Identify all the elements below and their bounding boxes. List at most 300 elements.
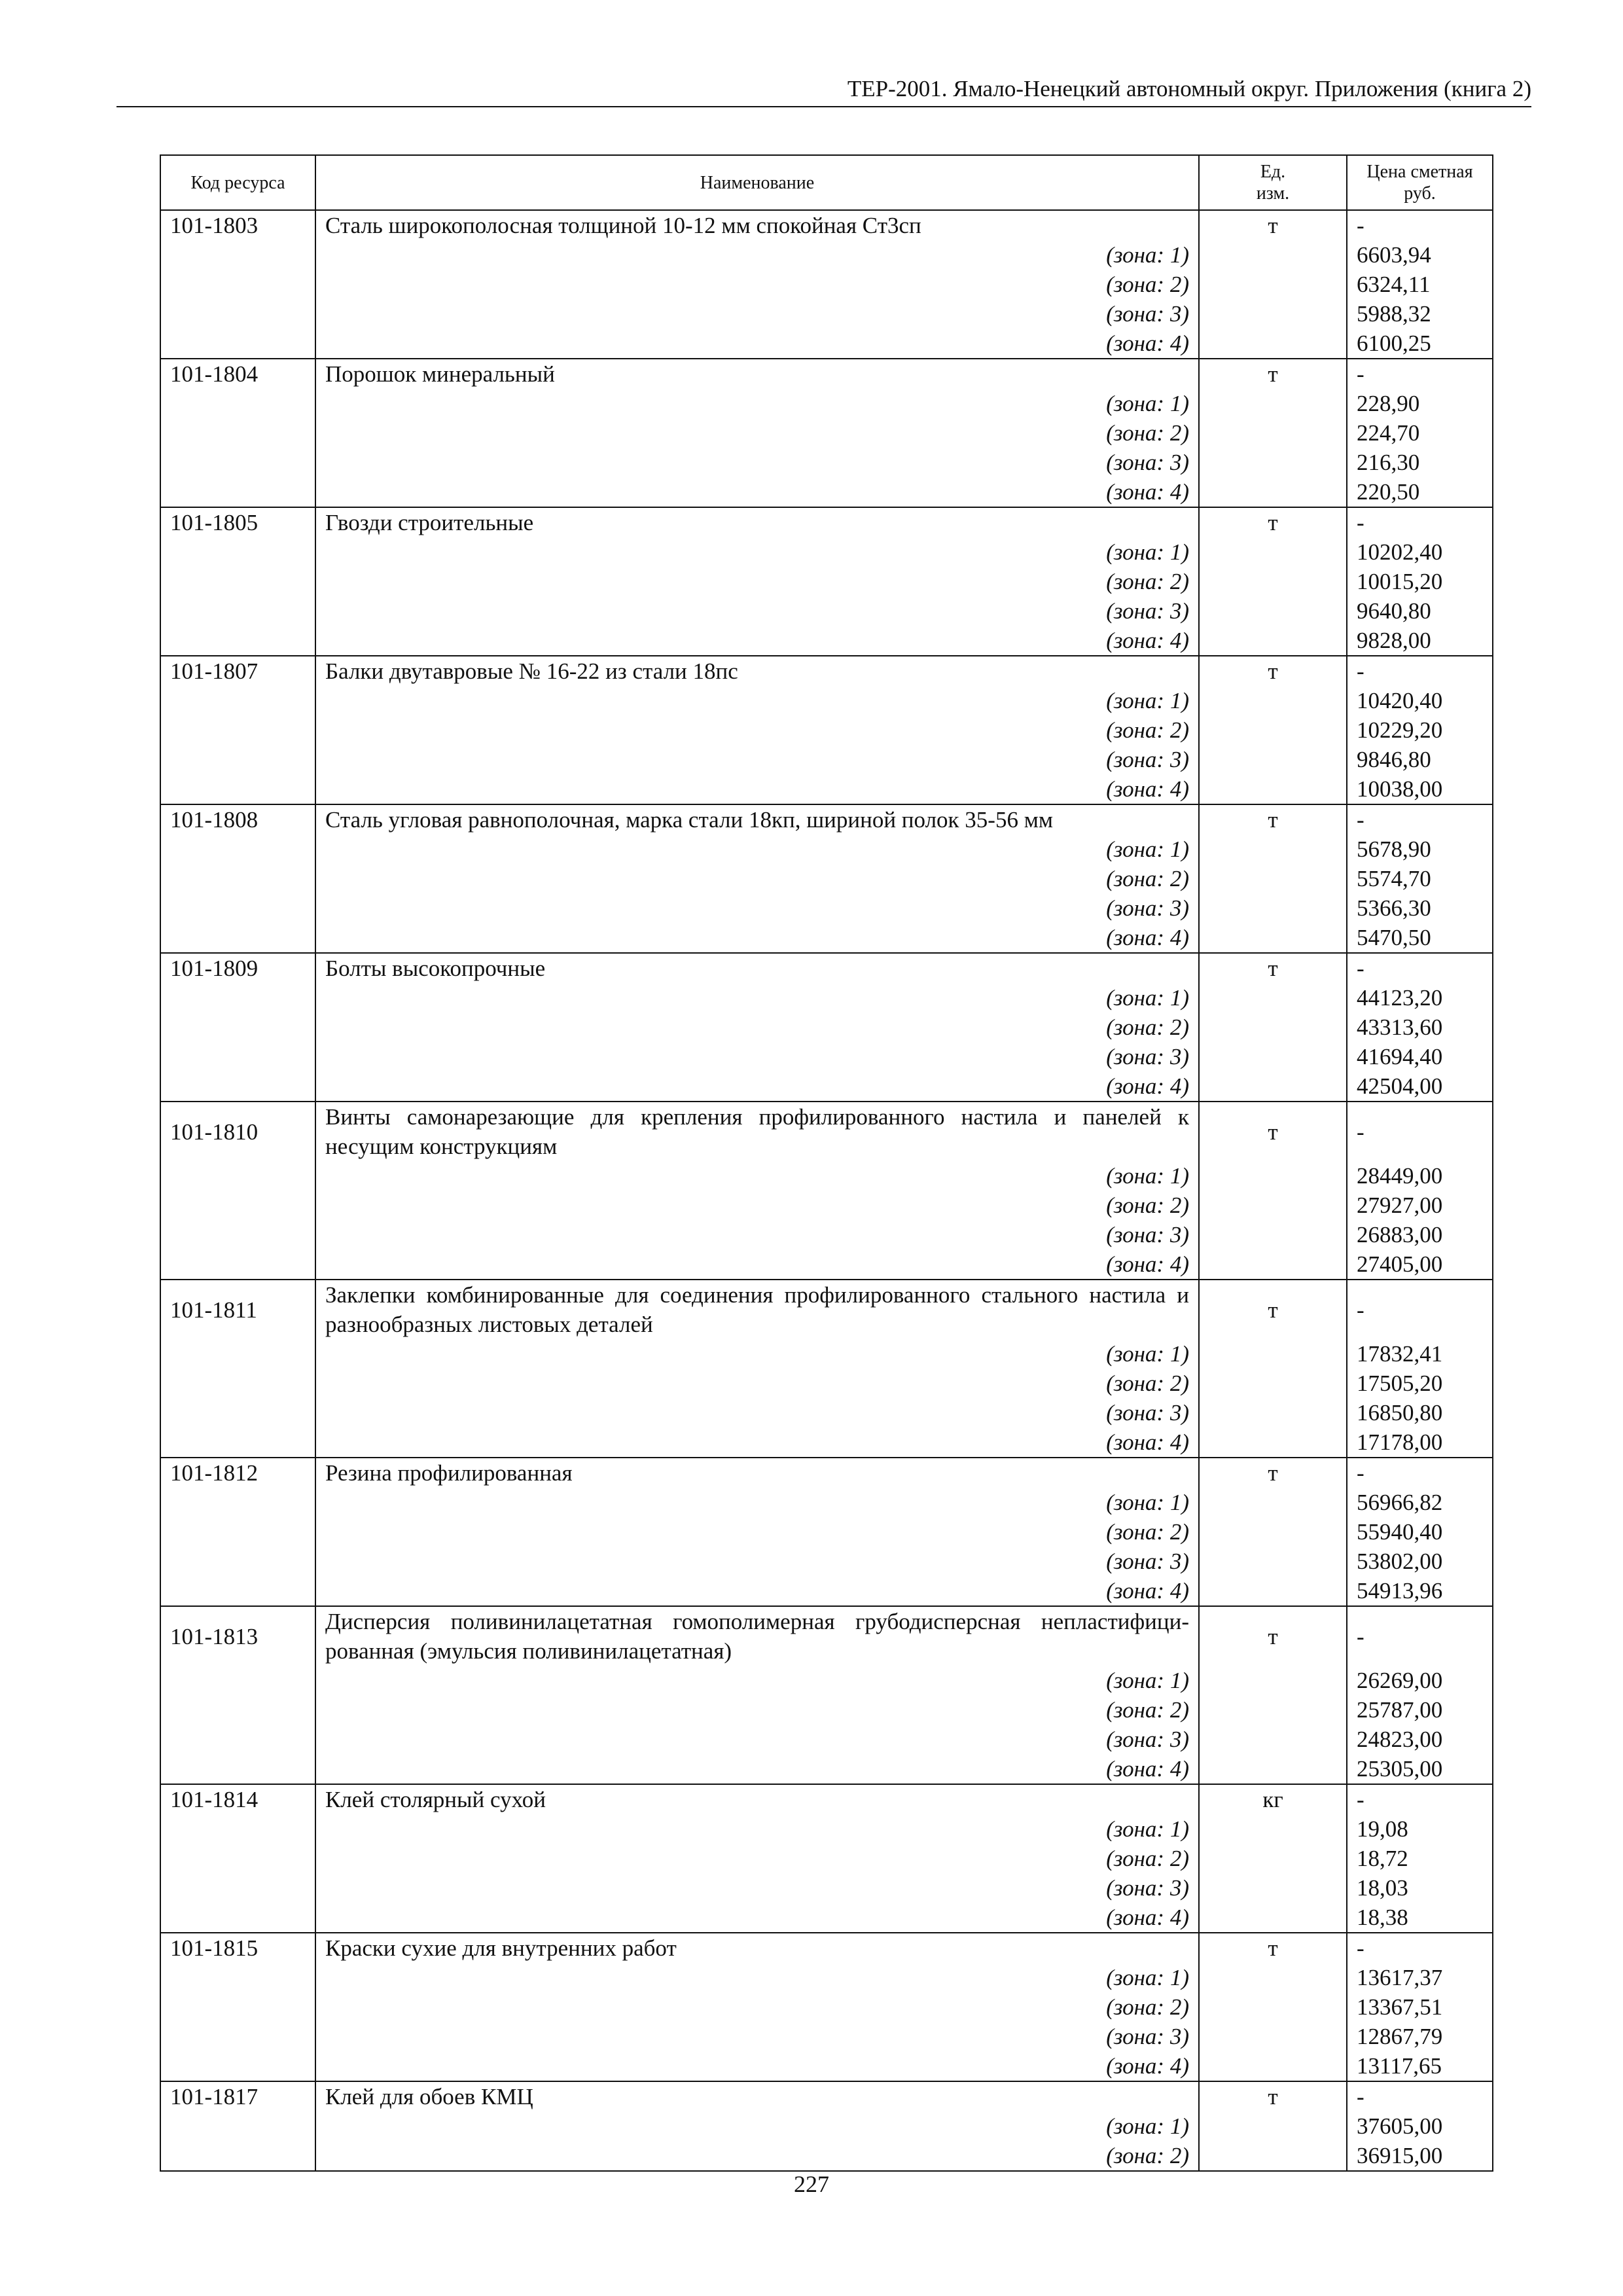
zone-label: (зона: 2) [315, 270, 1199, 299]
empty-cell [160, 626, 315, 656]
empty-cell [160, 923, 315, 953]
empty-cell [1199, 1042, 1347, 1071]
resource-name: Резина профилированная [315, 1458, 1199, 1488]
zone-row [160, 1576, 1493, 1606]
resource-group [160, 1102, 1493, 1280]
resource-unit: т [1199, 210, 1347, 240]
zone-label: (зона: 1) [315, 1339, 1199, 1369]
zone-row [160, 1249, 1493, 1280]
zone-label: (зона: 2) [315, 2141, 1199, 2171]
empty-cell [1199, 1666, 1347, 1695]
zone-label: (зона: 1) [315, 1488, 1199, 1517]
resource-name: Краски сухие для внутренних работ [315, 1933, 1199, 1963]
zone-row [160, 1071, 1493, 1102]
zone-price: 27927,00 [1347, 1191, 1493, 1220]
empty-cell [160, 834, 315, 864]
zone-label: (зона: 3) [315, 1547, 1199, 1576]
resource-group [160, 804, 1493, 953]
resource-code: 101-1811 [160, 1280, 315, 1339]
empty-cell [1199, 2141, 1347, 2171]
table-row [160, 359, 1493, 389]
zone-label: (зона: 4) [315, 2051, 1199, 2081]
resource-code: 101-1810 [160, 1102, 315, 1161]
zone-label: (зона: 4) [315, 1071, 1199, 1102]
empty-cell [1199, 774, 1347, 804]
zone-price: 5366,30 [1347, 893, 1493, 923]
zone-label: (зона: 1) [315, 1963, 1199, 1992]
empty-cell [160, 1013, 315, 1042]
resource-unit: кг [1199, 1784, 1347, 1814]
resource-unit: т [1199, 507, 1347, 537]
resource-group [160, 953, 1493, 1102]
zone-label: (зона: 1) [315, 240, 1199, 270]
zone-label: (зона: 1) [315, 686, 1199, 715]
empty-cell [160, 1963, 315, 1992]
table-row [160, 210, 1493, 240]
resource-name: Клей столярный сухой [315, 1784, 1199, 1814]
column-header-unit: Ед. изм. [1199, 155, 1347, 210]
empty-cell [160, 1191, 315, 1220]
zone-price: 42504,00 [1347, 1071, 1493, 1102]
zone-label: (зона: 1) [315, 1161, 1199, 1191]
resource-group [160, 359, 1493, 507]
zone-label: (зона: 3) [315, 448, 1199, 477]
zone-price: 10038,00 [1347, 774, 1493, 804]
resource-base-price: - [1347, 1606, 1493, 1666]
zone-row [160, 1042, 1493, 1071]
zone-label: (зона: 4) [315, 923, 1199, 953]
zone-label: (зона: 2) [315, 567, 1199, 596]
zone-row [160, 389, 1493, 418]
resource-base-price: - [1347, 2081, 1493, 2111]
table-row [160, 1458, 1493, 1488]
resource-unit: т [1199, 804, 1347, 834]
zone-row [160, 1191, 1493, 1220]
resource-code: 101-1812 [160, 1458, 315, 1488]
zone-label: (зона: 1) [315, 1666, 1199, 1695]
resource-name: Дисперсия поливинилацетатная гомополимерная грубодисперсная непластифици-рованная (эмульсия поливинилацетатная) [315, 1606, 1199, 1666]
resource-base-price: - [1347, 1280, 1493, 1339]
empty-cell [1199, 418, 1347, 448]
table-row [160, 1102, 1493, 1161]
column-header-code: Код ресурса [160, 155, 315, 210]
resource-name: Заклепки комбинированные для соединения профилированного стального настила и разнообразных листовых деталей [315, 1280, 1199, 1339]
resource-name: Винты самонарезающие для крепления профилированного настила и панелей к несущим конструкциям [315, 1102, 1199, 1161]
empty-cell [1199, 686, 1347, 715]
zone-row [160, 2111, 1493, 2141]
empty-cell [1199, 389, 1347, 418]
table-row [160, 1784, 1493, 1814]
resource-group [160, 1280, 1493, 1458]
zone-price: 27405,00 [1347, 1249, 1493, 1280]
empty-cell [1199, 1992, 1347, 2022]
zone-row [160, 1488, 1493, 1517]
empty-cell [160, 1071, 315, 1102]
resource-base-price: - [1347, 1458, 1493, 1488]
zone-row [160, 1517, 1493, 1547]
zone-price: 18,38 [1347, 1903, 1493, 1933]
empty-cell [1199, 1873, 1347, 1903]
zone-row [160, 596, 1493, 626]
empty-cell [1199, 270, 1347, 299]
table-row [160, 507, 1493, 537]
empty-cell [160, 1398, 315, 1427]
empty-cell [160, 270, 315, 299]
zone-label: (зона: 1) [315, 389, 1199, 418]
zone-price: 55940,40 [1347, 1517, 1493, 1547]
zone-price: 13617,37 [1347, 1963, 1493, 1992]
resource-name: Порошок минеральный [315, 359, 1199, 389]
zone-label: (зона: 3) [315, 2022, 1199, 2051]
empty-cell [160, 1488, 315, 1517]
empty-cell [160, 537, 315, 567]
column-header-name: Наименование [315, 155, 1199, 210]
empty-cell [1199, 2051, 1347, 2081]
empty-cell [160, 567, 315, 596]
empty-cell [160, 1814, 315, 1844]
empty-cell [160, 715, 315, 745]
zone-price: 18,72 [1347, 1844, 1493, 1873]
zone-row [160, 329, 1493, 359]
empty-cell [1199, 1339, 1347, 1369]
empty-cell [160, 448, 315, 477]
resource-price-table [160, 154, 1493, 2172]
resource-code: 101-1815 [160, 1933, 315, 1963]
empty-cell [160, 1666, 315, 1695]
zone-row [160, 567, 1493, 596]
resource-base-price: - [1347, 804, 1493, 834]
resource-code: 101-1814 [160, 1784, 315, 1814]
zone-price: 43313,60 [1347, 1013, 1493, 1042]
empty-cell [1199, 1695, 1347, 1725]
zone-price: 37605,00 [1347, 2111, 1493, 2141]
empty-cell [160, 2022, 315, 2051]
table-header-row [160, 155, 1493, 210]
resource-group [160, 1458, 1493, 1606]
empty-cell [160, 2141, 315, 2171]
zone-row [160, 1992, 1493, 2022]
zone-row [160, 1725, 1493, 1754]
empty-cell [160, 240, 315, 270]
zone-row [160, 864, 1493, 893]
empty-cell [1199, 1013, 1347, 1042]
zone-price: 220,50 [1347, 477, 1493, 507]
empty-cell [1199, 1369, 1347, 1398]
empty-cell [1199, 477, 1347, 507]
resource-name: Сталь угловая равнополочная, марка стали 18кп, шириной полок 35-56 мм [315, 804, 1199, 834]
empty-cell [160, 1903, 315, 1933]
empty-cell [160, 329, 315, 359]
empty-cell [160, 1517, 315, 1547]
zone-price: 10202,40 [1347, 537, 1493, 567]
zone-price: 17505,20 [1347, 1369, 1493, 1398]
resource-code: 101-1804 [160, 359, 315, 389]
empty-cell [160, 983, 315, 1013]
zone-row [160, 1427, 1493, 1458]
zone-price: 56966,82 [1347, 1488, 1493, 1517]
zone-label: (зона: 4) [315, 1754, 1199, 1784]
zone-price: 9828,00 [1347, 626, 1493, 656]
zone-row [160, 477, 1493, 507]
zone-label: (зона: 1) [315, 537, 1199, 567]
resource-group [160, 507, 1493, 656]
resource-base-price: - [1347, 507, 1493, 537]
empty-cell [160, 686, 315, 715]
empty-cell [1199, 2022, 1347, 2051]
zone-price: 28449,00 [1347, 1161, 1493, 1191]
table-row [160, 953, 1493, 983]
empty-cell [1199, 1844, 1347, 1873]
resource-group [160, 1933, 1493, 2081]
zone-label: (зона: 2) [315, 1695, 1199, 1725]
zone-row [160, 1814, 1493, 1844]
empty-cell [1199, 1903, 1347, 1933]
zone-price: 13117,65 [1347, 2051, 1493, 2081]
zone-price: 5988,32 [1347, 299, 1493, 329]
zone-label: (зона: 2) [315, 1191, 1199, 1220]
zone-row [160, 626, 1493, 656]
zone-label: (зона: 4) [315, 1576, 1199, 1606]
empty-cell [160, 745, 315, 774]
empty-cell [160, 893, 315, 923]
empty-cell [1199, 626, 1347, 656]
zone-label: (зона: 2) [315, 418, 1199, 448]
resource-code: 101-1809 [160, 953, 315, 983]
zone-price: 17832,41 [1347, 1339, 1493, 1369]
zone-price: 12867,79 [1347, 2022, 1493, 2051]
zone-row [160, 537, 1493, 567]
zone-label: (зона: 3) [315, 1725, 1199, 1754]
resource-unit: т [1199, 656, 1347, 686]
empty-cell [1199, 1754, 1347, 1784]
empty-cell [160, 299, 315, 329]
zone-price: 19,08 [1347, 1814, 1493, 1844]
empty-cell [1199, 596, 1347, 626]
resource-unit: т [1199, 2081, 1347, 2111]
zone-label: (зона: 4) [315, 1427, 1199, 1458]
zone-row [160, 1547, 1493, 1576]
zone-price: 25305,00 [1347, 1754, 1493, 1784]
zone-price: 6100,25 [1347, 329, 1493, 359]
empty-cell [1199, 1547, 1347, 1576]
zone-label: (зона: 4) [315, 477, 1199, 507]
resource-code: 101-1808 [160, 804, 315, 834]
zone-price: 5470,50 [1347, 923, 1493, 953]
empty-cell [1199, 448, 1347, 477]
resource-code: 101-1817 [160, 2081, 315, 2111]
empty-cell [1199, 893, 1347, 923]
empty-cell [1199, 834, 1347, 864]
resource-group [160, 656, 1493, 804]
column-header-price: Цена сметная руб. [1347, 155, 1493, 210]
page-number: 227 [794, 2171, 829, 2197]
zone-price: 6324,11 [1347, 270, 1493, 299]
zone-price: 54913,96 [1347, 1576, 1493, 1606]
zone-price: 24823,00 [1347, 1725, 1493, 1754]
empty-cell [1199, 1814, 1347, 1844]
zone-label: (зона: 2) [315, 1517, 1199, 1547]
zone-label: (зона: 1) [315, 1814, 1199, 1844]
empty-cell [1199, 1398, 1347, 1427]
zone-price: 17178,00 [1347, 1427, 1493, 1458]
zone-row [160, 834, 1493, 864]
zone-row [160, 983, 1493, 1013]
empty-cell [160, 1042, 315, 1071]
running-header [116, 73, 1531, 107]
empty-cell [160, 774, 315, 804]
empty-cell [160, 1249, 315, 1280]
resource-base-price: - [1347, 1102, 1493, 1161]
zone-price: 216,30 [1347, 448, 1493, 477]
empty-cell [1199, 1161, 1347, 1191]
empty-cell [160, 1725, 315, 1754]
zone-price: 9846,80 [1347, 745, 1493, 774]
resource-code: 101-1805 [160, 507, 315, 537]
resource-name: Балки двутавровые № 16-22 из стали 18пс [315, 656, 1199, 686]
zone-label: (зона: 4) [315, 329, 1199, 359]
resource-unit: т [1199, 1280, 1347, 1339]
zone-label: (зона: 2) [315, 715, 1199, 745]
zone-label: (зона: 3) [315, 1220, 1199, 1249]
resource-group [160, 1784, 1493, 1933]
empty-cell [1199, 715, 1347, 745]
zone-label: (зона: 2) [315, 864, 1199, 893]
empty-cell [160, 1844, 315, 1873]
empty-cell [160, 1754, 315, 1784]
empty-cell [1199, 329, 1347, 359]
table-row [160, 804, 1493, 834]
zone-price: 26883,00 [1347, 1220, 1493, 1249]
zone-row [160, 1873, 1493, 1903]
empty-cell [1199, 567, 1347, 596]
zone-row [160, 715, 1493, 745]
resource-group [160, 1606, 1493, 1784]
zone-label: (зона: 2) [315, 1369, 1199, 1398]
zone-price: 224,70 [1347, 418, 1493, 448]
table-row [160, 1606, 1493, 1666]
zone-row [160, 745, 1493, 774]
empty-cell [160, 1695, 315, 1725]
zone-price: 36915,00 [1347, 2141, 1493, 2171]
zone-row [160, 923, 1493, 953]
empty-cell [160, 596, 315, 626]
empty-cell [160, 1161, 315, 1191]
empty-cell [160, 864, 315, 893]
empty-cell [1199, 923, 1347, 953]
empty-cell [1199, 1488, 1347, 1517]
running-header-title: ТЕР-2001. Ямало-Ненецкий автономный округ. Приложения (книга 2) [847, 76, 1531, 101]
resource-base-price: - [1347, 656, 1493, 686]
empty-cell [1199, 1191, 1347, 1220]
resource-base-price: - [1347, 1784, 1493, 1814]
resource-group [160, 2081, 1493, 2171]
empty-cell [1199, 1427, 1347, 1458]
zone-label: (зона: 4) [315, 1249, 1199, 1280]
zone-label: (зона: 2) [315, 1992, 1199, 2022]
zone-label: (зона: 3) [315, 893, 1199, 923]
zone-row [160, 1339, 1493, 1369]
zone-price: 44123,20 [1347, 983, 1493, 1013]
resource-base-price: - [1347, 210, 1493, 240]
zone-row [160, 448, 1493, 477]
empty-cell [1199, 1725, 1347, 1754]
zone-price: 5678,90 [1347, 834, 1493, 864]
resource-base-price: - [1347, 953, 1493, 983]
resource-code: 101-1803 [160, 210, 315, 240]
table-row [160, 1933, 1493, 1963]
zone-price: 53802,00 [1347, 1547, 1493, 1576]
zone-label: (зона: 3) [315, 745, 1199, 774]
empty-cell [160, 418, 315, 448]
zone-price: 228,90 [1347, 389, 1493, 418]
zone-row [160, 1695, 1493, 1725]
table-row [160, 656, 1493, 686]
zone-price: 10015,20 [1347, 567, 1493, 596]
empty-cell [1199, 240, 1347, 270]
zone-label: (зона: 1) [315, 834, 1199, 864]
resource-unit: т [1199, 1933, 1347, 1963]
empty-cell [160, 2051, 315, 2081]
zone-label: (зона: 2) [315, 1844, 1199, 1873]
zone-row [160, 774, 1493, 804]
empty-cell [160, 1576, 315, 1606]
empty-cell [1199, 1963, 1347, 1992]
resource-unit: т [1199, 359, 1347, 389]
zone-label: (зона: 3) [315, 1398, 1199, 1427]
zone-label: (зона: 4) [315, 1903, 1199, 1933]
resource-group [160, 210, 1493, 359]
zone-row [160, 1398, 1493, 1427]
resource-code: 101-1807 [160, 656, 315, 686]
zone-price: 10229,20 [1347, 715, 1493, 745]
zone-label: (зона: 2) [315, 1013, 1199, 1042]
resource-unit: т [1199, 1606, 1347, 1666]
empty-cell [1199, 537, 1347, 567]
zone-price: 13367,51 [1347, 1992, 1493, 2022]
zone-row [160, 1161, 1493, 1191]
resource-unit: т [1199, 953, 1347, 983]
empty-cell [1199, 864, 1347, 893]
empty-cell [1199, 299, 1347, 329]
empty-cell [160, 1427, 315, 1458]
zone-row [160, 2051, 1493, 2081]
resource-base-price: - [1347, 359, 1493, 389]
zone-label: (зона: 4) [315, 774, 1199, 804]
empty-cell [1199, 1576, 1347, 1606]
zone-price: 18,03 [1347, 1873, 1493, 1903]
zone-row [160, 1666, 1493, 1695]
empty-cell [1199, 983, 1347, 1013]
zone-price: 25787,00 [1347, 1695, 1493, 1725]
zone-label: (зона: 4) [315, 626, 1199, 656]
empty-cell [160, 1220, 315, 1249]
zone-price: 5574,70 [1347, 864, 1493, 893]
zone-row [160, 893, 1493, 923]
resource-base-price: - [1347, 1933, 1493, 1963]
resource-name: Сталь широкополосная толщиной 10-12 мм спокойная Ст3сп [315, 210, 1199, 240]
zone-label: (зона: 3) [315, 1873, 1199, 1903]
empty-cell [1199, 1220, 1347, 1249]
zone-row [160, 1369, 1493, 1398]
resource-name: Болты высокопрочные [315, 953, 1199, 983]
zone-price: 26269,00 [1347, 1666, 1493, 1695]
empty-cell [1199, 1071, 1347, 1102]
resource-unit: т [1199, 1102, 1347, 1161]
zone-row [160, 418, 1493, 448]
zone-price: 41694,40 [1347, 1042, 1493, 1071]
empty-cell [160, 2111, 315, 2141]
zone-price: 9640,80 [1347, 596, 1493, 626]
